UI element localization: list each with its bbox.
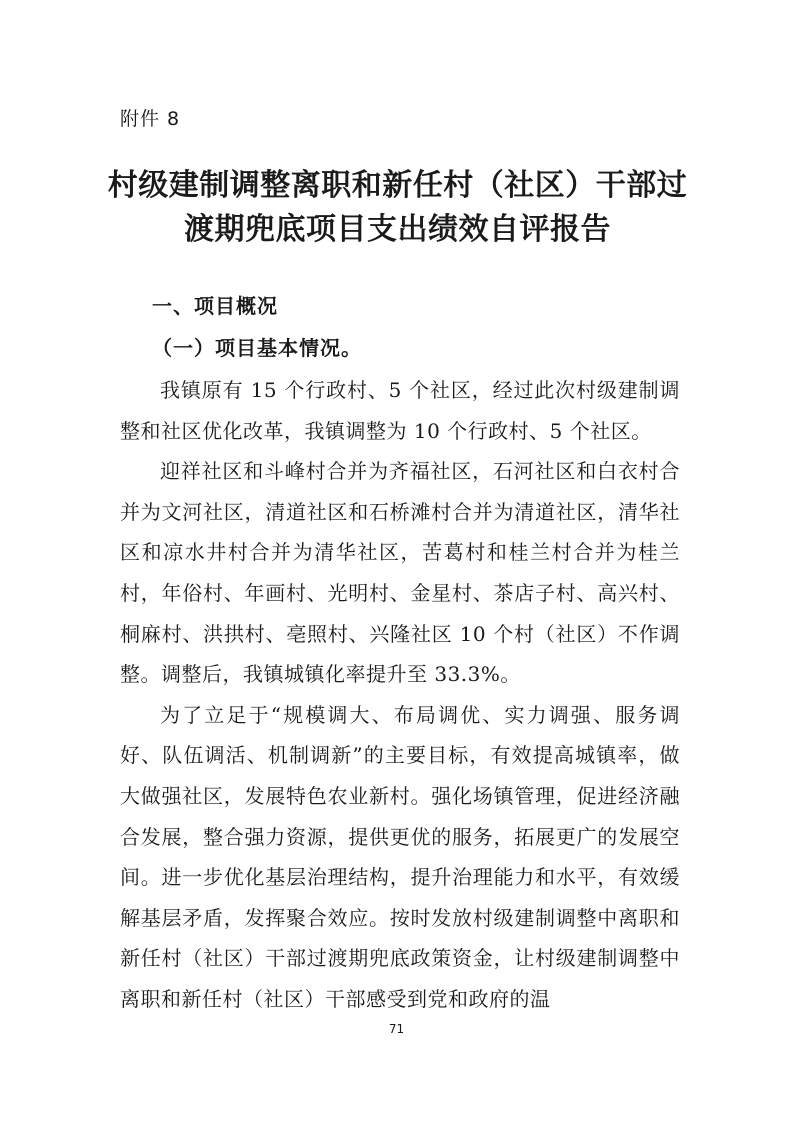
title-line-2: 渡期兜底项目支出绩效自评报告	[184, 212, 611, 247]
paragraph-2: 迎祥社区和斗峰村合并为齐福社区，石河社区和白衣村合并为文河社区，清道社区和石桥滩村合并为清道社区，清华社区和凉水井村合并为清华社区，苦葛村和桂兰村合并为桂兰村，年俗村、年画村、光明村、金星村、茶店子村、高兴村、桐麻村、洪拱村、亳照村、兴隆社区 10 个村（社区）不作调整。调整后，我镇城镇化率提升至 33.3%。	[120, 459, 680, 687]
paragraph-1: 我镇原有 15 个行政村、5 个社区，经过此次村级建制调整和社区优化改革，我镇调整为 10 个行政村、5 个社区。	[120, 378, 680, 443]
body-text	[120, 370, 680, 1020]
section-heading: 一、项目概况	[152, 294, 278, 318]
page-number: 71	[388, 1022, 405, 1036]
subsection-heading: （一）项目基本情况。	[152, 336, 362, 360]
paragraph-3: 为了立足于“规模调大、布局调优、实力调强、服务调好、队伍调活、机制调新”的主要目标，有效提高城镇率，做大做强社区，发展特色农业新村。强化场镇管理，促进经济融合发展，整合强力资源，提供更优的服务，拓展更广的发展空间。进一步优化基层治理结构，提升治理能力和水平，有效缓解基层矛盾，发挥聚合效应。按时发放村级建制调整中离职和新任村（社区）干部过渡期兜底政策资金，让村级建制调整中离职和新任村（社区）干部感受到党和政府的温	[120, 702, 680, 1011]
attachment-label: 附件 8	[120, 108, 181, 130]
document-title	[100, 164, 695, 252]
title-line-1: 村级建制调整离职和新任村（社区）干部过	[107, 168, 688, 203]
